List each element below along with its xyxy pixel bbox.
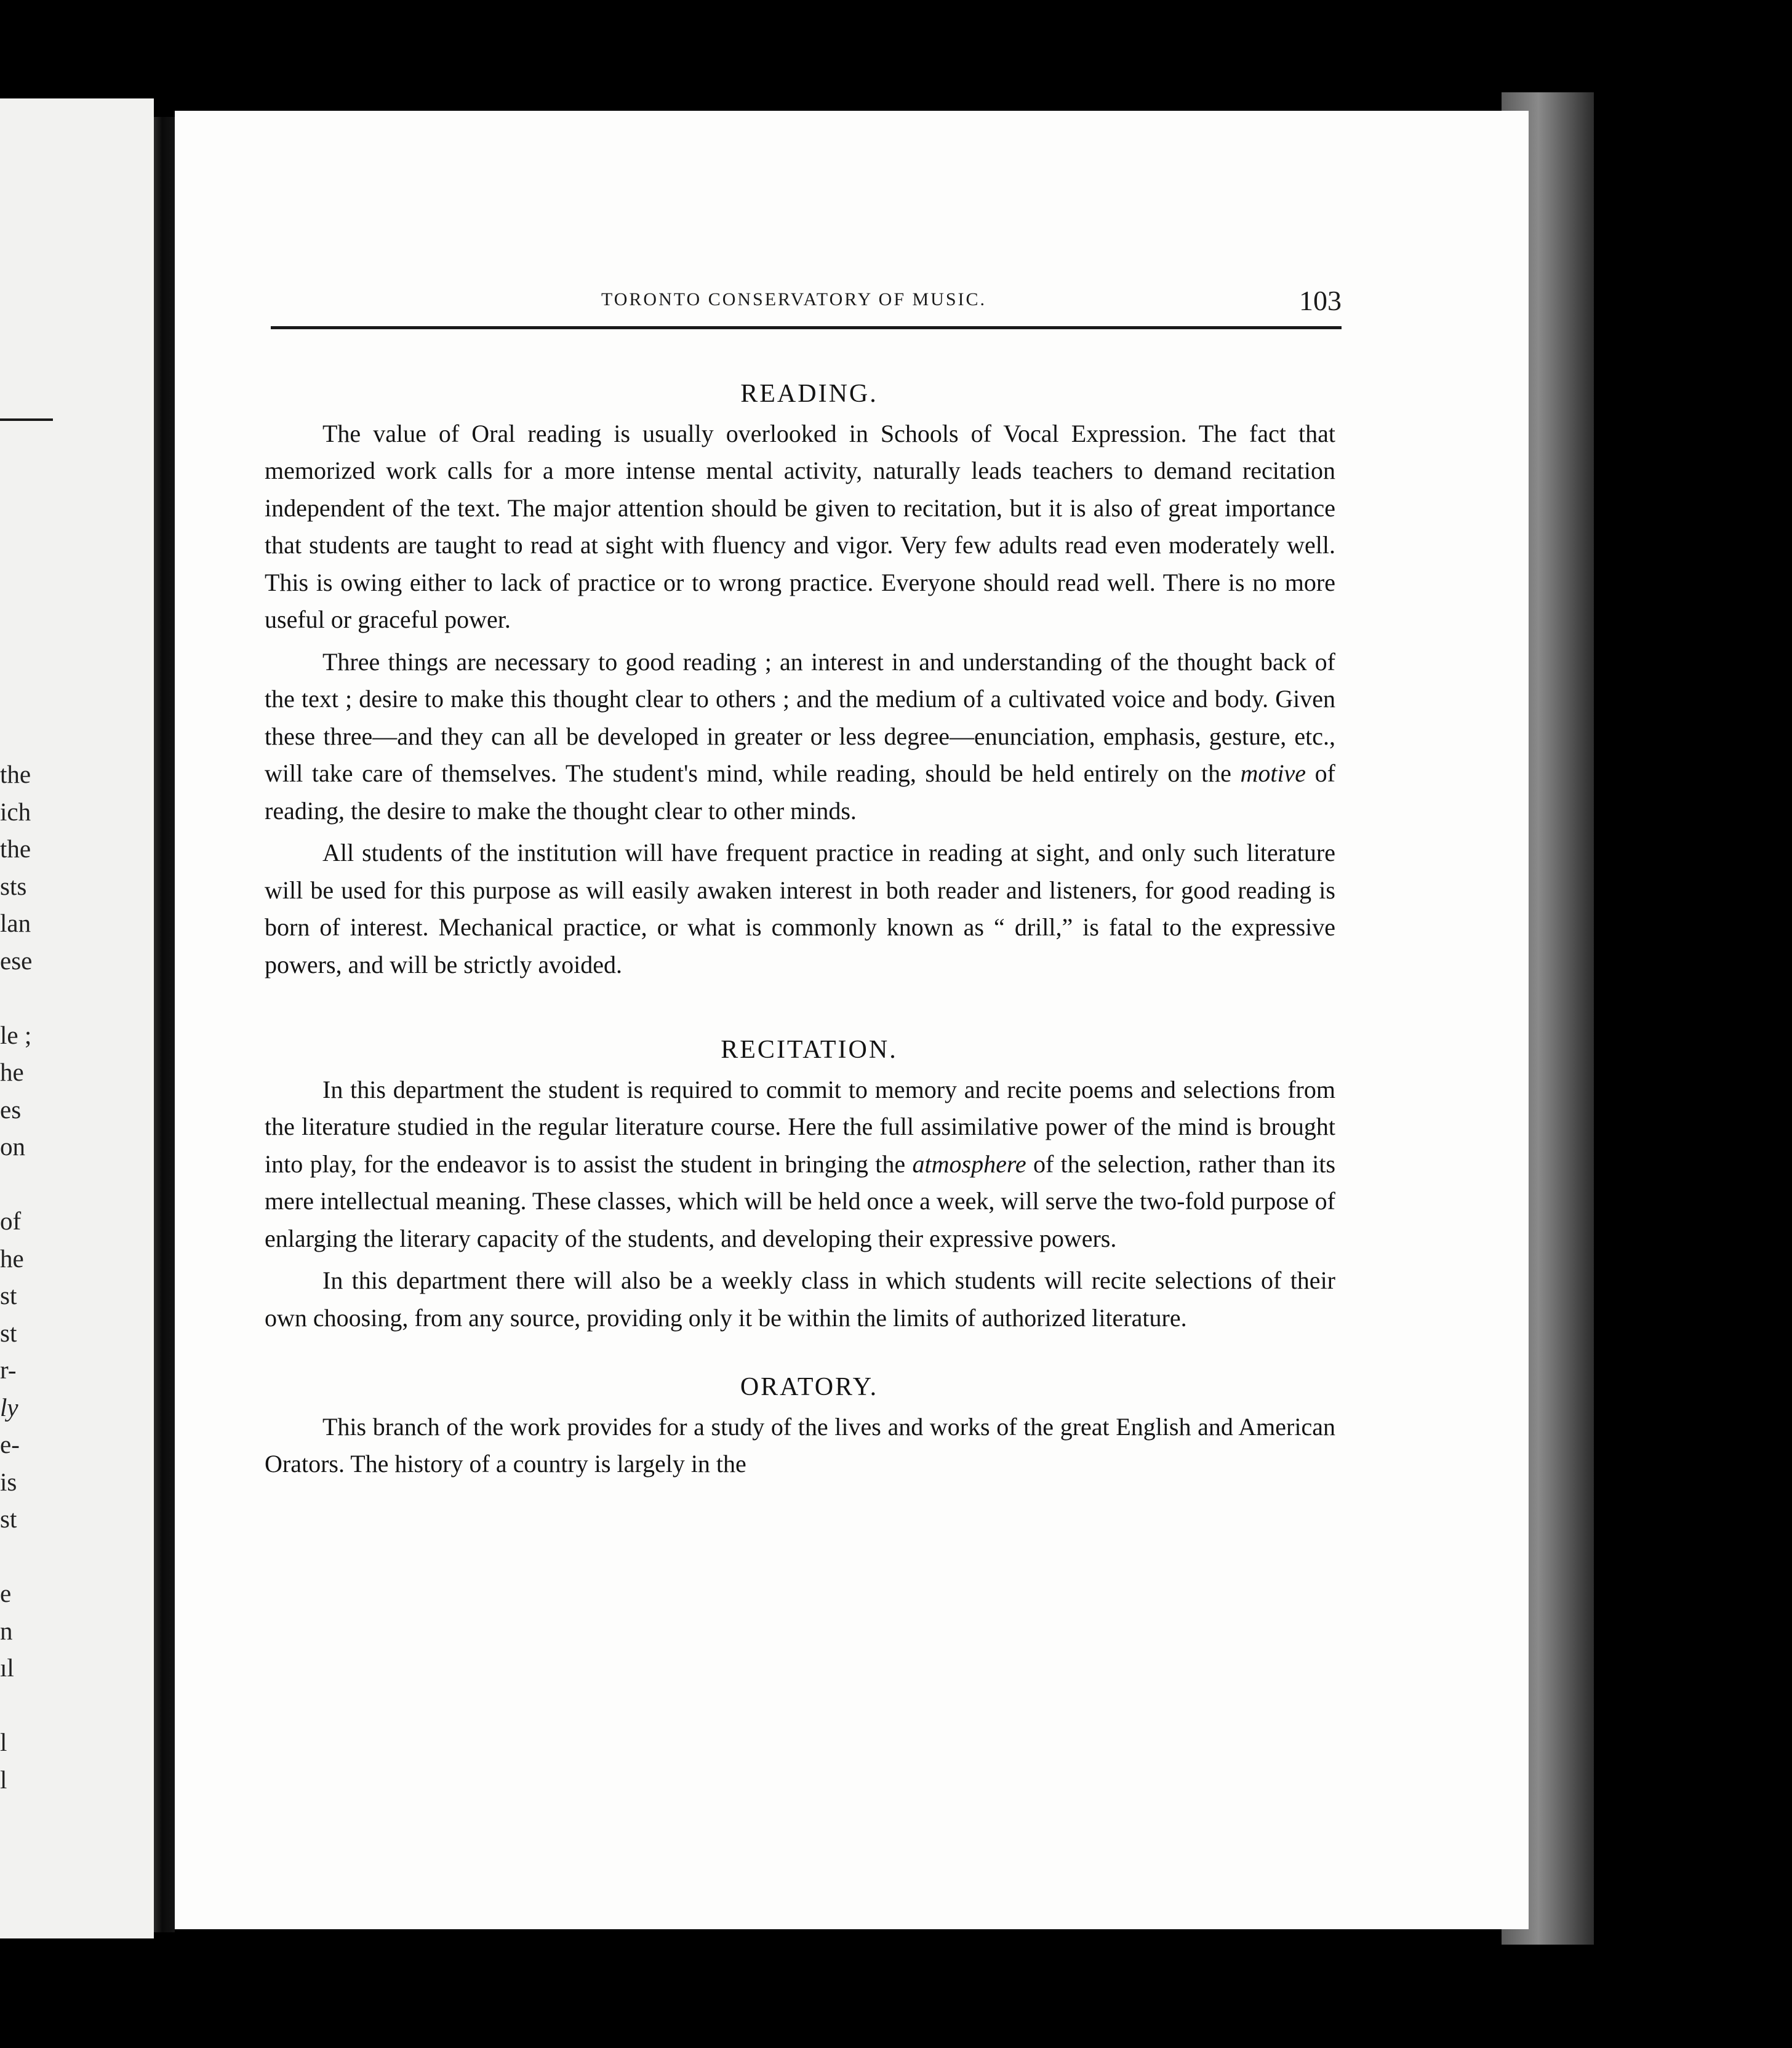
left-fragment: n (0, 1616, 13, 1645)
left-fragment: st (0, 1505, 17, 1533)
left-fragment: the (0, 834, 31, 863)
left-fragment: st (0, 1318, 17, 1347)
left-page-rule (0, 418, 53, 421)
paragraph: In this department the student is required to commit to memory and recite poems and selections from the literature studied in the regular literature course. Here the full assimilative power of the mind is brought into play, for the endeavor is to assist the student in bringing the atmosphere of the selection, rather than its mere intellectual meaning. These classes, which will be held once a week, will serve the two-fold purpose of enlarging the literary capacity of the students, and developing their expressive powers. (265, 1075, 1336, 1252)
right-page (175, 111, 1529, 1929)
paragraph: This branch of the work provides for a study of the lives and works of the great English and American Orators. The history of a country is largely in the (265, 1412, 1335, 1478)
left-fragment: of (0, 1207, 22, 1235)
paragraph: All students of the institution will have frequent practice in reading at sight, and only such literature will be used for this purpose as will easily awaken interest in both reader and listeners, for good reading is born of interest. Mechanical practice, or what is commonly known as “ drill,” is fatal to the expressive powers, and will be strictly avoided. (265, 839, 1335, 978)
page-number: 103 (1299, 285, 1342, 316)
section-heading-oratory: ORATORY. (740, 1373, 879, 1401)
left-fragment: l (0, 1728, 7, 1756)
left-fragment: ese (0, 946, 33, 975)
left-fragment: ıl (0, 1654, 14, 1682)
left-fragment: the (0, 760, 31, 788)
section-gap (265, 1342, 1335, 1369)
paragraph: Three things are necessary to good reading ; an interest in and understanding of the thought back of the text ; desire to make this thought clear to others ; and the medium of a cultivated voice and body. Given these three—and they can all be developed in greater or less degree—enunciation, emphasis, gesture, etc., will take care of themselves. The student's mind, while reading, should be held entirely on the motive of reading, the desire to make the thought clear to other minds. (265, 647, 1335, 825)
paragraph: In this department there will also be a weekly class in which students will recite selections of their own choosing, from any source, providing only it be within the limits of authorized literature. (265, 1266, 1335, 1332)
section-heading-recitation: RECITATION. (721, 1036, 898, 1064)
left-fragment (0, 1687, 49, 1724)
left-fragment: lan (0, 909, 31, 937)
left-fragment (0, 979, 49, 1017)
page-content (265, 375, 1335, 1488)
left-fragment: he (0, 1058, 24, 1086)
left-fragment: sts (0, 871, 27, 900)
section-heading-reading: READING. (740, 380, 878, 408)
book-gutter (154, 117, 175, 1932)
section-gap (265, 988, 1335, 1031)
left-fragment: ly (0, 1393, 18, 1422)
header-rule (271, 326, 1342, 329)
left-fragment: r- (0, 1356, 17, 1384)
left-fragment: he (0, 1244, 24, 1273)
left-fragment: es (0, 1095, 22, 1124)
left-fragment: e (0, 1579, 12, 1607)
left-fragment (0, 1166, 49, 1203)
left-page-text-fragments (0, 756, 49, 1798)
running-title: TORONTO CONSERVATORY OF MUSIC. (601, 289, 987, 310)
left-fragment: le ; (0, 1020, 32, 1049)
left-fragment: st (0, 1281, 17, 1310)
left-fragment: is (0, 1467, 17, 1496)
left-fragment (0, 1538, 49, 1575)
left-page (0, 98, 154, 1938)
left-fragment: l (0, 1765, 7, 1794)
paragraph: The value of Oral reading is usually overlooked in Schools of Vocal Expression. The fact that memorized work calls for a more intense mental activity, naturally leads teachers to demand recitation independent of the text. The major attention should be given to recitation, but it is also of great importance that students are taught to read at sight with fluency and vigor. Very few adults read even moderately well. This is owing either to lack of practice or to wrong practice. Everyone should read well. There is no more useful or graceful power. (265, 419, 1335, 633)
left-fragment: ich (0, 797, 31, 826)
left-fragment: e- (0, 1430, 20, 1458)
left-fragment: on (0, 1132, 25, 1161)
